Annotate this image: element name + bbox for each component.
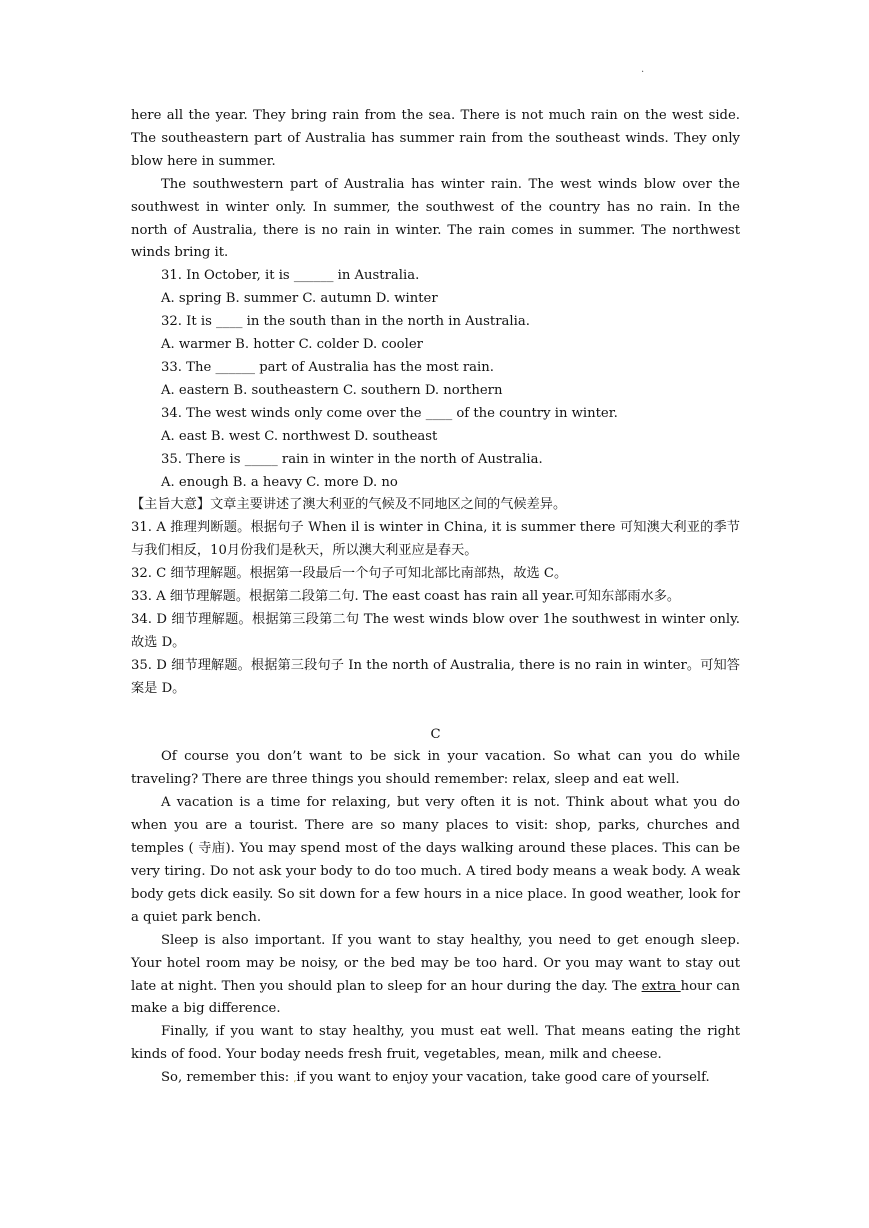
stray-mark: , (293, 1074, 297, 1085)
question-stem: 35. There is _____ rain in winter in the north of Australia. (161, 451, 543, 467)
analysis-summary: 【主旨大意】文章主要讲述了澳大利亚的气候及不同地区之间的气候差异。 (131, 497, 567, 513)
question-options: A. spring B. summer C. autumn D. winter (161, 291, 438, 307)
passage-c-paragraph: Of course you don’t want to be sick in your vacation. So what can you do while traveling? There are three things you should remember: relax, sleep and eat well. (131, 749, 740, 788)
page-mark: . (641, 64, 645, 75)
passage-b-paragraph: The southwestern part of Australia has winter rain. The west winds blow over the southwest in winter only. In summer, the southwest of the country has no rain. In the north of Australia, there is no rain in winter. The rain comes in summer. The northwest winds bring it. (131, 176, 740, 261)
passage-c-paragraph (131, 1067, 740, 1091)
question-options: A. warmer B. hotter C. colder D. cooler (161, 337, 423, 353)
passage-c-paragraph: A vacation is a time for relaxing, but very often it is not. Think about what you do when you are a tourist. There are so many places to visit: shop, parks, churches and temples ( 寺庙). You may spend most of the days walking around these places. This can be very tiring. Do not ask your body to do too much. A tired body means a weak body. A weak body gets dick easily. So sit down for a few hours in a nice place. In good weather, look for a quiet park bench. (131, 795, 740, 925)
passage-c-paragraph: Finally, if you want to stay healthy, you must eat well. That means eating the right kinds of food. Your boday needs fresh fruit, vegetables, mean, milk and cheese. (131, 1024, 740, 1063)
question-stem: 31. In October, it is ______ in Australia. (161, 268, 420, 284)
section-spacer (131, 701, 740, 724)
answer-explanation: 31. A 推理判断题。根据句子 When il is winter in China, it is summer there 可知澳大利亚的季节与我们相反，10月份我们是秋天，所以澳大利亚应是春天。 (131, 520, 740, 559)
question-options: A. enough B. a heavy C. more D. no (161, 474, 398, 490)
answer-explanation: 35. D 细节理解题。根据第三段句子 In the north of Australia, there is no rain in winter。可知答案是 D。 (131, 657, 740, 696)
question-stem: 32. It is ____ in the south than in the north in Australia. (161, 314, 530, 330)
answer-explanation: 34. D 细节理解题。根据第三段第二句 The west winds blow over 1he southwest in winter only.故选 D。 (131, 611, 740, 650)
question-options: A. east B. west C. northwest D. southeast (161, 428, 438, 444)
paragraph-text: hour can make a big difference. (131, 978, 741, 1017)
question-stem: 34. The west winds only come over the ____ of the country in winter. (161, 405, 618, 421)
section-heading: C (430, 726, 441, 742)
answer-explanation: 32. C 细节理解题。根据第一段最后一个句子可知北部比南部热，故选 C。 (131, 566, 568, 582)
question-stem: 33. The ______ part of Australia has the most rain. (161, 359, 494, 375)
passage-c-paragraph (131, 930, 740, 1022)
passage-b-paragraph: here all the year. They bring rain from the sea. There is not much rain on the west side. The southeastern part of Australia has summer rain from the southeast winds. They only blow here in summer. (131, 108, 740, 169)
document-body (131, 105, 740, 1091)
underlined-word: extra (641, 978, 681, 994)
question-options: A. eastern B. southeastern C. southern D. northern (161, 382, 503, 398)
answer-explanation: 33. A 细节理解题。根据第二段第二句. The east coast has rain all year.可知东部雨水多。 (131, 589, 681, 605)
paragraph-text: So, remember this: (161, 1070, 294, 1086)
paragraph-text: Sleep is also important. If you want to stay healthy, you need to get enough sleep. Your hotel room may be noisy, or the bed may be too hard. Or you may want to stay out late at night. Then you should plan to sleep for an hour during the day. The (131, 932, 740, 994)
paragraph-text: if you want to enjoy your vacation, take good care of yourself. (296, 1070, 710, 1086)
